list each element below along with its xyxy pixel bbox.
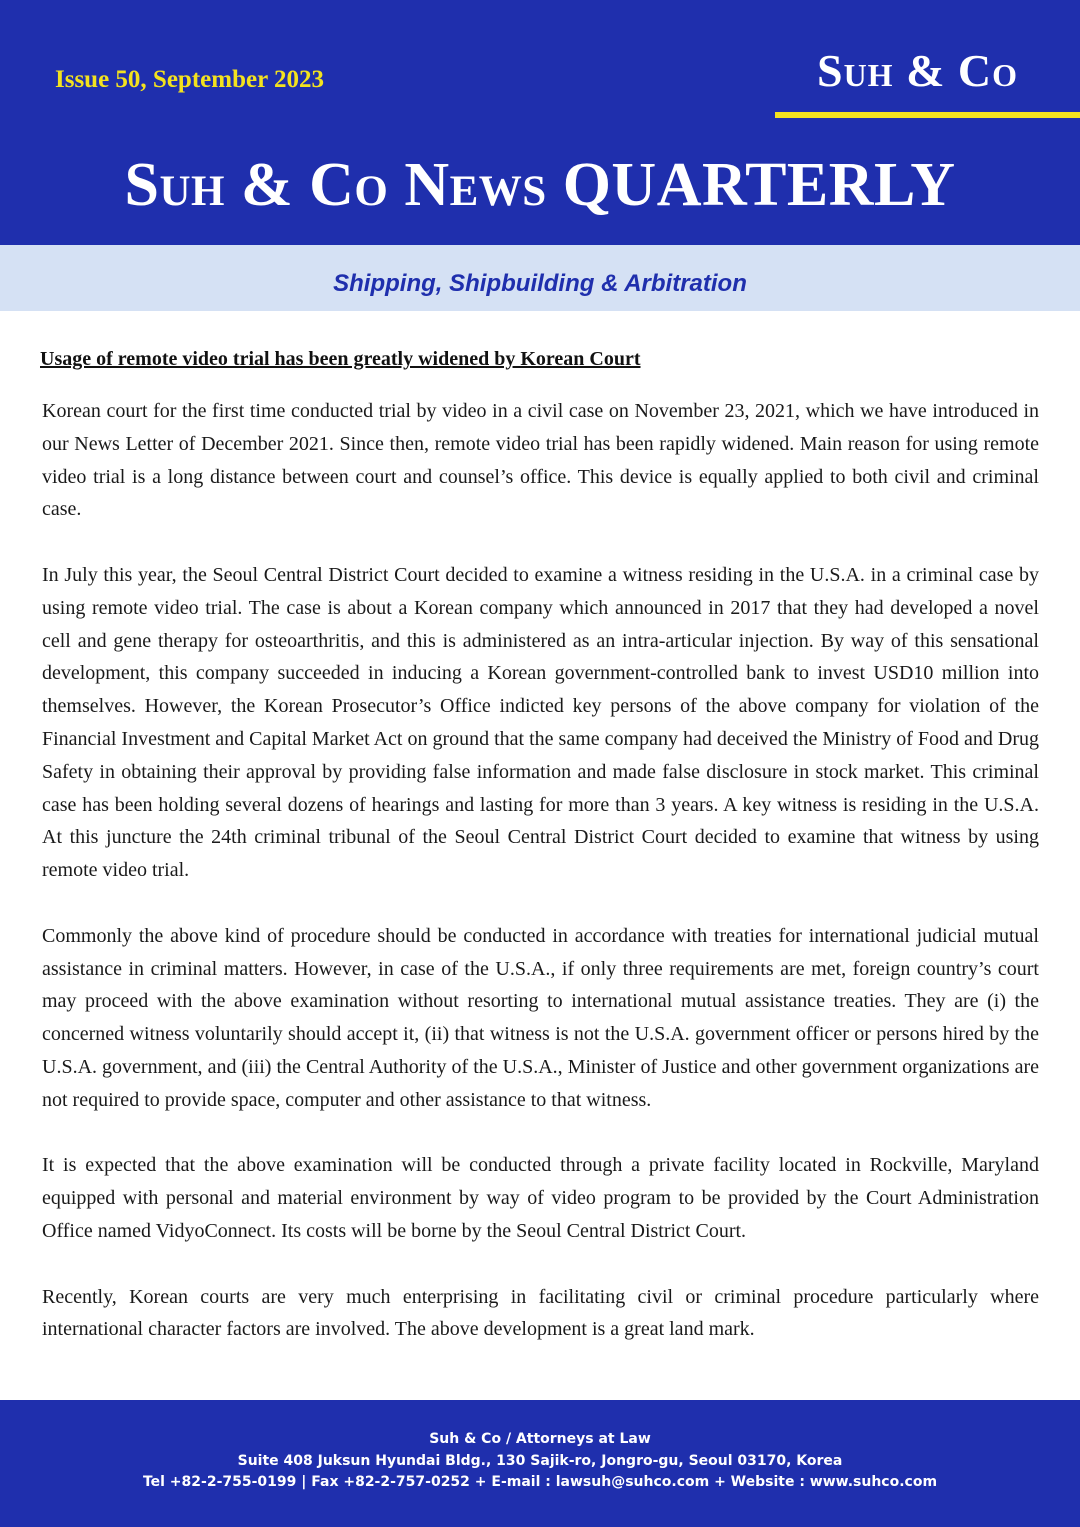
article-body	[42, 395, 1039, 1379]
article-paragraph: Commonly the above kind of procedure should be conducted in accordance with treaties for international judicial mutual assistance in criminal matters. However, in case of the U.S.A., if only three requirements are met, foreign country’s court may proceed with the above examination without resorting to international mutual assistance treaties. They are (i) the concerned witness voluntarily should accept it, (ii) that witness is not the U.S.A. government officer or persons hired by the U.S.A. government, and (iii) the Central Authority of the U.S.A., Minister of Justice and other government organizations are not required to provide space, computer and other assistance to that witness.	[42, 924, 1039, 1111]
footer-address: Suite 408 Juksun Hyundai Bldg., 130 Sajik-ro, Jongro-gu, Seoul 03170, Korea	[237, 1452, 843, 1469]
section-subtitle: Shipping, Shipbuilding & Arbitration	[333, 270, 747, 297]
article-paragraph: It is expected that the above examination will be conducted through a private facility located in Rockville, Maryland equipped with personal and material environment by way of video program to be provided by the Court Administration Office named VidyoConnect. Its costs will be borne by the Seoul Central District Court.	[42, 1154, 1039, 1242]
brand-logo: Suh & Co	[816, 45, 1018, 96]
footer-firm-name: Suh & Co / Attorneys at Law	[429, 1431, 651, 1447]
newsletter-masthead: Suh & Co News QUARTERLY	[124, 151, 956, 219]
brand-underline	[775, 112, 1080, 118]
footer-contact	[0, 1429, 1080, 1494]
footer-contact-details: Tel +82-2-755-0199 | Fax +82-2-757-0252 + E-mail : lawsuh@suhco.com + Website : www.suhco.com	[142, 1474, 938, 1490]
issue-label: Issue 50, September 2023	[55, 66, 324, 93]
article-paragraph: In July this year, the Seoul Central District Court decided to examine a witness residing in the U.S.A. in a criminal case by using remote video trial. The case is about a Korean company which announced in 2017 that they had developed a novel cell and gene therapy for osteoarthritis, and this is administered as an intra-articular injection. By way of this sensational development, this company succeeded in inducing a Korean government-controlled bank to invest USD10 million into themselves. However, the Korean Prosecutor’s Office indicted key persons of the above company for violation of the Financial Investment and Capital Market Act on ground that the same company had deceived the Ministry of Food and Drug Safety in obtaining their approval by providing false information and made false disclosure in stock market. This criminal case has been holding several dozens of hearings and lasting for more than 3 years. A key witness is residing in the U.S.A. At this juncture the 24th criminal tribunal of the Seoul Central District Court decided to examine that witness by using remote video trial.	[42, 563, 1039, 882]
article-paragraph: Recently, Korean courts are very much enterprising in facilitating civil or criminal procedure particularly where international character factors are involved. The above development is a great land mark.	[42, 1285, 1039, 1341]
article-title: Usage of remote video trial has been greatly widened by Korean Court	[40, 348, 641, 370]
article-paragraph: Korean court for the first time conducted trial by video in a civil case on November 23, 2021, which we have introduced in our News Letter of December 2021. Since then, remote video trial has been rapidly widened. Main reason for using remote video trial is a long distance between court and counsel’s office. This device is equally applied to both civil and criminal case.	[42, 400, 1039, 521]
